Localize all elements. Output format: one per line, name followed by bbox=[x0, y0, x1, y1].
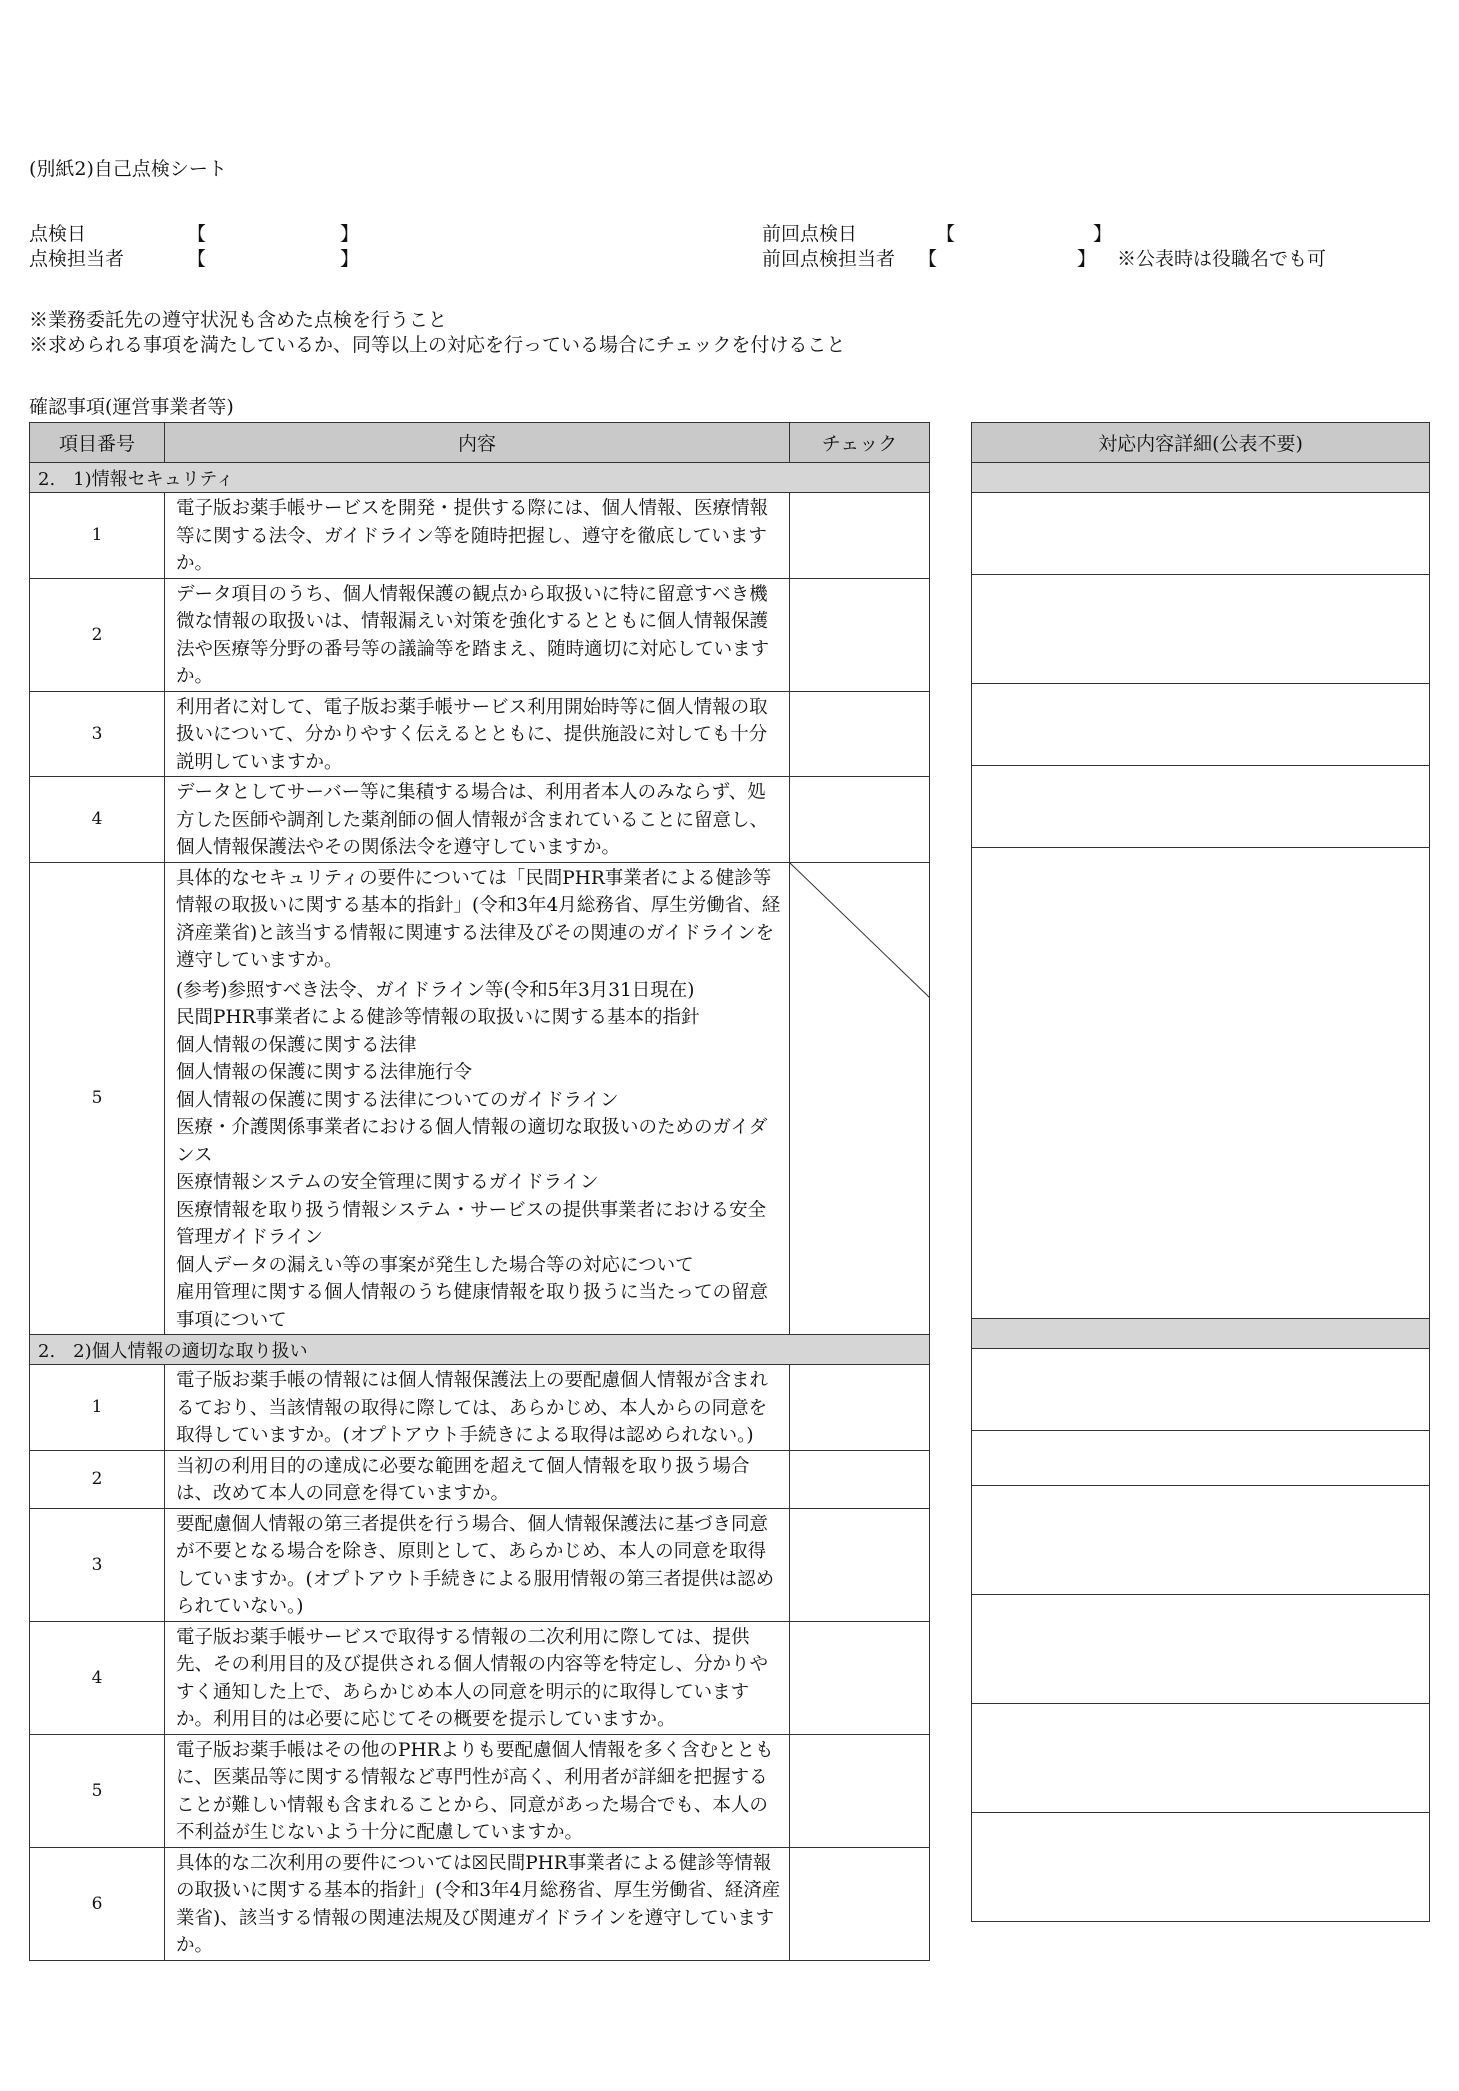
detail-cell[interactable] bbox=[972, 493, 1430, 575]
detail-cell[interactable] bbox=[972, 1813, 1430, 1922]
prev-inspector-bracket-close: 】 bbox=[1077, 248, 1097, 270]
table-row bbox=[972, 1595, 1430, 1704]
item-content: 具体的な二次利用の要件については☒民間PHR事業者による健診等情報の取扱いに関する基本的指針」(令和3年4月総務省、厚生労働省、経済産業省)、該当する情報の関連法規及び関連ガイドラインを遵守していますか。 bbox=[165, 1847, 790, 1960]
table-header-row bbox=[972, 423, 1430, 463]
table-header-row bbox=[30, 423, 930, 463]
public-note: ※公表時は役職名でも可 bbox=[1117, 248, 1327, 270]
item-number: 3 bbox=[30, 1508, 165, 1621]
detail-cell[interactable] bbox=[972, 848, 1430, 1319]
check-cell[interactable] bbox=[790, 691, 930, 777]
item-content: 電子版お薬手帳サービスで取得する情報の二次利用に際しては、提供先、その利用目的及び提供される個人情報の内容等を特定し、分かりやすく通知した上で、あらかじめ本人の同意を明示的に取得していますか。利用目的は必要に応じてその概要を提示していますか。 bbox=[165, 1621, 790, 1734]
diagonal-strike-line bbox=[790, 863, 930, 1003]
section-row bbox=[30, 1335, 930, 1365]
item-content bbox=[165, 862, 790, 1335]
check-cell[interactable] bbox=[790, 1508, 930, 1621]
check-cell[interactable] bbox=[790, 1365, 930, 1451]
prev-inspector-label: 前回点検担当者 bbox=[762, 248, 896, 270]
inspection-date-bracket-close: 】 bbox=[340, 223, 360, 245]
item-content-main: 具体的なセキュリティの要件については「民間PHR事業者による健診等情報の取扱いに関する基本的指針」(令和3年4月総務省、厚生労働省、経済産業省)と該当する情報に関連する法律及びその関連のガイドラインを遵守していますか。 bbox=[176, 867, 781, 971]
check-cell[interactable] bbox=[790, 578, 930, 691]
item-content: 電子版お薬手帳の情報には個人情報保護法上の要配慮個人情報が含まれるており、当該情報の取得に際しては、あらかじめ、本人からの同意を取得していますか。(オプトアウト手続きによる取得は認められない。) bbox=[165, 1365, 790, 1451]
detail-cell[interactable] bbox=[972, 1704, 1430, 1813]
table-row bbox=[30, 862, 930, 1335]
table-row bbox=[972, 684, 1430, 766]
section-row bbox=[972, 1319, 1430, 1349]
table-row bbox=[30, 493, 930, 579]
table-row bbox=[972, 1813, 1430, 1922]
item-content: 電子版お薬手帳はその他のPHRよりも要配慮個人情報を多く含むとともに、医薬品等に関する情報など専門性が高く、利用者が詳細を把握することが難しい情報も含まれることから、同意があった場合でも、本人の不利益が生じないよう十分に配慮していますか。 bbox=[165, 1734, 790, 1847]
table-row bbox=[30, 691, 930, 777]
reference-line: 雇用管理に関する個人情報のうち健康情報を取り扱うに当たっての留意事項について bbox=[176, 1282, 769, 1331]
document-title: (別紙2)自己点検シート bbox=[29, 158, 227, 180]
prev-inspection-date-label: 前回点検日 bbox=[762, 223, 858, 245]
check-cell[interactable] bbox=[790, 1621, 930, 1734]
table-row bbox=[972, 848, 1430, 1319]
detail-cell[interactable] bbox=[972, 575, 1430, 684]
section-title: 2. 2)個人情報の適切な取り扱い bbox=[30, 1335, 930, 1365]
column-header-detail: 対応内容詳細(公表不要) bbox=[972, 423, 1430, 463]
reference-line: 民間PHR事業者による健診等情報の取扱いに関する基本的指針 bbox=[176, 1007, 700, 1028]
column-header-content: 内容 bbox=[165, 423, 790, 463]
reference-line: 医療・介護関係事業者における個人情報の適切な取扱いのためのガイダンス bbox=[176, 1117, 768, 1166]
section-row bbox=[30, 463, 930, 493]
detail-cell[interactable] bbox=[972, 1431, 1430, 1486]
item-content: 利用者に対して、電子版お薬手帳サービス利用開始時等に個人情報の取扱いについて、分かりやすく伝えるとともに、提供施設に対しても十分説明していますか。 bbox=[165, 691, 790, 777]
item-number: 5 bbox=[30, 862, 165, 1335]
section-row bbox=[972, 463, 1430, 493]
table-row bbox=[972, 1486, 1430, 1595]
table-row bbox=[30, 578, 930, 691]
table-row bbox=[30, 1365, 930, 1451]
table-row bbox=[972, 1431, 1430, 1486]
table-row bbox=[30, 1621, 930, 1734]
item-number: 3 bbox=[30, 691, 165, 777]
check-cell-not-applicable bbox=[790, 862, 930, 1335]
reference-line: (参考)参照すべき法令、ガイドライン等(令和5年3月31日現在) bbox=[176, 979, 695, 1001]
prev-inspection-date-bracket-close: 】 bbox=[1093, 223, 1113, 245]
reference-line: 個人データの漏えい等の事案が発生した場合等の対応について bbox=[176, 1254, 694, 1276]
item-number: 5 bbox=[30, 1734, 165, 1847]
item-number: 1 bbox=[30, 493, 165, 579]
column-header-number: 項目番号 bbox=[30, 423, 165, 463]
detail-table bbox=[971, 422, 1430, 1922]
reference-line: 個人情報の保護に関する法律施行令 bbox=[176, 1062, 473, 1083]
item-content: 当初の利用目的の達成に必要な範囲を超えて個人情報を取り扱う場合は、改めて本人の同意を得ていますか。 bbox=[165, 1450, 790, 1508]
reference-line: 医療情報システムの安全管理に関するガイドライン bbox=[176, 1172, 599, 1193]
inspector-bracket-open: 【 bbox=[187, 248, 207, 270]
reference-line: 個人情報の保護に関する法律 bbox=[176, 1034, 417, 1056]
item-number: 2 bbox=[30, 578, 165, 691]
table-row bbox=[972, 766, 1430, 848]
table-row bbox=[972, 1704, 1430, 1813]
item-content: 電子版お薬手帳サービスを開発・提供する際には、個人情報、医療情報等に関する法令、ガイドライン等を随時把握し、遵守を徹底していますか。 bbox=[165, 493, 790, 579]
section-spacer bbox=[972, 463, 1430, 493]
check-cell[interactable] bbox=[790, 1450, 930, 1508]
reference-line: 医療情報を取り扱う情報システム・サービスの提供事業者における安全管理ガイドライン bbox=[176, 1199, 767, 1248]
table-row bbox=[972, 493, 1430, 575]
inspection-date-label: 点検日 bbox=[29, 223, 87, 245]
table-row bbox=[30, 777, 930, 863]
check-cell[interactable] bbox=[790, 1734, 930, 1847]
detail-cell[interactable] bbox=[972, 1349, 1430, 1431]
item-number: 4 bbox=[30, 777, 165, 863]
detail-cell[interactable] bbox=[972, 766, 1430, 848]
prev-inspection-date-bracket-open: 【 bbox=[936, 223, 956, 245]
table-row bbox=[30, 1508, 930, 1621]
prev-inspector-bracket-open: 【 bbox=[918, 248, 938, 270]
check-cell[interactable] bbox=[790, 493, 930, 579]
item-content: データとしてサーバー等に集積する場合は、利用者本人のみならず、処方した医師や調剤した薬剤師の個人情報が含まれていることに留意し、個人情報保護法やその関係法令を遵守していますか。 bbox=[165, 777, 790, 863]
item-number: 4 bbox=[30, 1621, 165, 1734]
item-number: 2 bbox=[30, 1450, 165, 1508]
table-row bbox=[30, 1734, 930, 1847]
table-row bbox=[972, 575, 1430, 684]
inspector-label: 点検担当者 bbox=[29, 248, 125, 270]
table-row bbox=[972, 1349, 1430, 1431]
section-spacer bbox=[972, 1319, 1430, 1349]
check-cell[interactable] bbox=[790, 1847, 930, 1960]
item-content: データ項目のうち、個人情報保護の観点から取扱いに特に留意すべき機微な情報の取扱いは、情報漏えい対策を強化するとともに個人情報保護法や医療等分野の番号等の議論等を踏まえ、随時適切に対応していますか。 bbox=[165, 578, 790, 691]
inspection-date-bracket-open: 【 bbox=[187, 223, 207, 245]
reference-line: 個人情報の保護に関する法律についてのガイドライン bbox=[176, 1089, 619, 1111]
section-title: 2. 1)情報セキュリティ bbox=[30, 463, 930, 493]
item-content: 要配慮個人情報の第三者提供を行う場合、個人情報保護法に基づき同意が不要となる場合を除き、原則として、あらかじめ、本人の同意を取得していますか。(オプトアウト手続きによる服用情報の第三者提供は認められていない。) bbox=[165, 1508, 790, 1621]
inspector-bracket-close: 】 bbox=[340, 248, 360, 270]
detail-cell[interactable] bbox=[972, 1595, 1430, 1704]
check-cell[interactable] bbox=[790, 777, 930, 863]
table-row bbox=[30, 1847, 930, 1960]
item-number: 1 bbox=[30, 1365, 165, 1451]
detail-cell[interactable] bbox=[972, 684, 1430, 766]
note-line: ※求められる事項を満たしているか、同等以上の対応を行っている場合にチェックを付けること bbox=[29, 334, 846, 356]
detail-cell[interactable] bbox=[972, 1486, 1430, 1595]
section-heading: 確認事項(運営事業者等) bbox=[29, 396, 234, 418]
column-header-check: チェック bbox=[790, 423, 930, 463]
table-row bbox=[30, 1450, 930, 1508]
note-line: ※業務委託先の遵守状況も含めた点検を行うこと bbox=[29, 309, 448, 331]
checklist-table bbox=[29, 422, 930, 1961]
item-number: 6 bbox=[30, 1847, 165, 1960]
